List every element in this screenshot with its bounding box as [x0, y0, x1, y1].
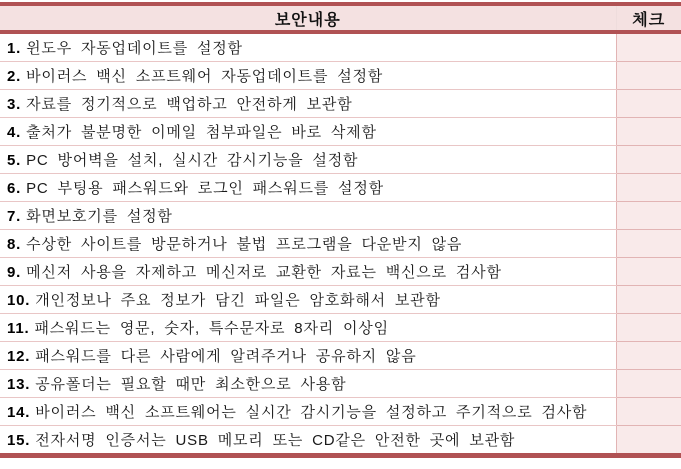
table-row	[0, 32, 681, 62]
check-cell[interactable]	[616, 286, 681, 314]
table-row	[0, 230, 681, 258]
item-number: 4.	[7, 124, 22, 141]
item-cell	[0, 32, 616, 62]
check-cell[interactable]	[616, 314, 681, 342]
item-cell	[0, 286, 616, 314]
check-cell[interactable]	[616, 202, 681, 230]
check-cell[interactable]	[616, 118, 681, 146]
item-number: 14.	[7, 404, 31, 421]
table-row	[0, 90, 681, 118]
item-cell	[0, 370, 616, 398]
item-cell	[0, 426, 616, 456]
column-header-content: 보안내용	[0, 4, 616, 32]
security-checklist-table	[0, 2, 681, 458]
item-text: 출처가 불분명한 이메일 첨부파일은 바로 삭제함	[26, 124, 377, 141]
table-row	[0, 426, 681, 456]
item-number: 7.	[7, 208, 22, 225]
table-row	[0, 258, 681, 286]
item-text: 화면보호기를 설정함	[26, 208, 173, 225]
column-header-check: 체크	[616, 4, 681, 32]
check-cell[interactable]	[616, 174, 681, 202]
item-text: 수상한 사이트를 방문하거나 불법 프로그램을 다운받지 않음	[26, 236, 463, 253]
item-number: 8.	[7, 236, 22, 253]
item-text: 자료를 정기적으로 백업하고 안전하게 보관함	[26, 96, 353, 113]
item-text: 메신저 사용을 자제하고 메신저로 교환한 자료는 백신으로 검사함	[26, 264, 502, 281]
table-row	[0, 118, 681, 146]
table-row	[0, 202, 681, 230]
item-text: PC 방어벽을 설치, 실시간 감시기능을 설정함	[26, 152, 359, 169]
item-number: 6.	[7, 180, 22, 197]
item-text: PC 부팅용 패스워드와 로그인 패스워드를 설정함	[26, 180, 384, 197]
item-cell	[0, 174, 616, 202]
check-cell[interactable]	[616, 62, 681, 90]
item-number: 10.	[7, 292, 31, 309]
item-text: 바이러스 백신 소프트웨어는 실시간 감시기능을 설정하고 주기적으로 검사함	[35, 404, 588, 421]
table-row	[0, 398, 681, 426]
item-cell	[0, 118, 616, 146]
item-cell	[0, 314, 616, 342]
item-cell	[0, 90, 616, 118]
item-cell	[0, 62, 616, 90]
item-number: 5.	[7, 152, 22, 169]
item-text: 전자서명 인증서는 USB 메모리 또는 CD같은 안전한 곳에 보관함	[35, 432, 516, 449]
table-row	[0, 342, 681, 370]
table-row	[0, 62, 681, 90]
check-cell[interactable]	[616, 370, 681, 398]
check-cell[interactable]	[616, 342, 681, 370]
check-cell[interactable]	[616, 230, 681, 258]
table-row	[0, 370, 681, 398]
item-cell	[0, 202, 616, 230]
item-number: 9.	[7, 264, 22, 281]
item-cell	[0, 342, 616, 370]
item-cell	[0, 146, 616, 174]
table-row	[0, 174, 681, 202]
table-row	[0, 146, 681, 174]
item-number: 3.	[7, 96, 22, 113]
item-text: 공유폴더는 필요할 때만 최소한으로 사용함	[35, 376, 347, 393]
item-text: 바이러스 백신 소프트웨어 자동업데이트를 설정함	[26, 68, 384, 85]
item-number: 12.	[7, 348, 31, 365]
check-cell[interactable]	[616, 258, 681, 286]
check-cell[interactable]	[616, 32, 681, 62]
item-cell	[0, 258, 616, 286]
check-cell[interactable]	[616, 398, 681, 426]
item-number: 2.	[7, 68, 22, 85]
check-cell[interactable]	[616, 426, 681, 456]
item-number: 15.	[7, 432, 31, 449]
item-number: 11.	[7, 320, 30, 337]
item-text: 윈도우 자동업데이트를 설정함	[26, 40, 243, 57]
item-cell	[0, 398, 616, 426]
header-row	[0, 4, 681, 32]
check-cell[interactable]	[616, 90, 681, 118]
table-row	[0, 314, 681, 342]
item-text: 패스워드는 영문, 숫자, 특수문자로 8자리 이상임	[34, 320, 389, 337]
item-text: 패스워드를 다른 사람에게 알려주거나 공유하지 않음	[35, 348, 417, 365]
check-cell[interactable]	[616, 146, 681, 174]
item-text: 개인정보나 주요 정보가 담긴 파일은 암호화해서 보관함	[35, 292, 441, 309]
item-cell	[0, 230, 616, 258]
table-row	[0, 286, 681, 314]
item-number: 1.	[7, 40, 22, 57]
item-number: 13.	[7, 376, 31, 393]
